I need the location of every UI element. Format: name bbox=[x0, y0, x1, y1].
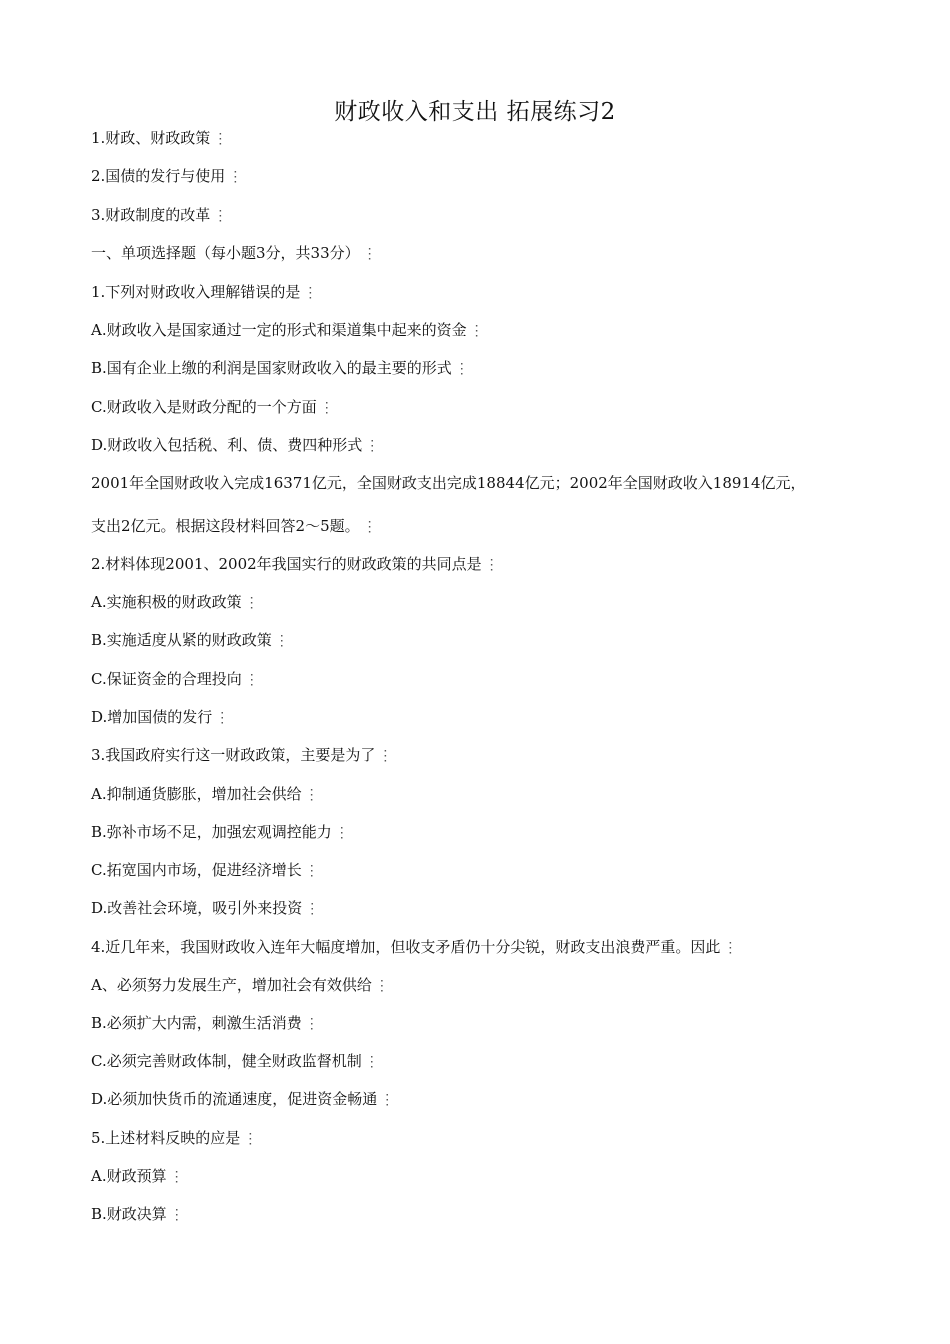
question-3: 3.我国政府实行这一财政政策，主要是为了 ⋮ bbox=[91, 746, 393, 764]
paragraph-mark: ⋮ bbox=[723, 940, 738, 956]
paragraph-mark: ⋮ bbox=[304, 787, 319, 803]
paragraph-mark: ⋮ bbox=[213, 208, 228, 224]
paragraph-mark: ⋮ bbox=[274, 633, 289, 649]
paragraph-mark: ⋮ bbox=[319, 400, 334, 416]
paragraph-mark: ⋮ bbox=[305, 901, 320, 917]
paragraph-mark: ⋮ bbox=[244, 672, 259, 688]
question-4: 4.近几年来，我国财政收入连年大幅度增加，但收支矛盾仍十分尖锐，财政支出浪费严重。因此 ⋮ bbox=[91, 938, 738, 956]
option-2d: D.增加国债的发行 ⋮ bbox=[91, 708, 230, 726]
material-text-line-2: 支出2亿元。根据这段材料回答2～5题。 ⋮ bbox=[91, 517, 377, 535]
option-5b: B.财政决算 ⋮ bbox=[91, 1205, 184, 1223]
paragraph-mark: ⋮ bbox=[169, 1207, 184, 1223]
paragraph-mark: ⋮ bbox=[484, 557, 499, 573]
paragraph-mark: ⋮ bbox=[304, 1016, 319, 1032]
paragraph-mark: ⋮ bbox=[362, 246, 377, 262]
option-4c: C.必须完善财政体制，健全财政监督机制 ⋮ bbox=[91, 1052, 379, 1070]
paragraph-mark: ⋮ bbox=[303, 285, 318, 301]
paragraph-mark: ⋮ bbox=[243, 1131, 258, 1147]
paragraph-mark: ⋮ bbox=[380, 1092, 395, 1108]
outline-item-1: 1.财政、财政政策 ⋮ bbox=[91, 129, 228, 147]
paragraph-mark: ⋮ bbox=[304, 863, 319, 879]
option-2b: B.实施适度从紧的财政政策 ⋮ bbox=[91, 631, 289, 649]
paragraph-mark: ⋮ bbox=[362, 519, 377, 535]
option-3d: D.改善社会环境，吸引外来投资 ⋮ bbox=[91, 899, 320, 917]
paragraph-mark: ⋮ bbox=[374, 978, 389, 994]
option-3b: B.弥补市场不足，加强宏观调控能力 ⋮ bbox=[91, 823, 349, 841]
outline-item-2: 2.国债的发行与使用 ⋮ bbox=[91, 167, 243, 185]
paragraph-mark: ⋮ bbox=[228, 169, 243, 185]
section-heading: 一、单项选择题（每小题3分，共33分） ⋮ bbox=[91, 244, 377, 262]
document-title: 财政收入和支出 拓展练习2 bbox=[334, 99, 616, 125]
option-4d: D.必须加快货币的流通速度，促进资金畅通 ⋮ bbox=[91, 1090, 395, 1108]
outline-item-3: 3.财政制度的改革 ⋮ bbox=[91, 206, 228, 224]
option-1c: C.财政收入是财政分配的一个方面 ⋮ bbox=[91, 398, 334, 416]
option-1a: A.财政收入是国家通过一定的形式和渠道集中起来的资金 ⋮ bbox=[91, 321, 484, 339]
paragraph-mark: ⋮ bbox=[454, 361, 469, 377]
paragraph-mark: ⋮ bbox=[244, 595, 259, 611]
option-4a: A、必须努力发展生产，增加社会有效供给 ⋮ bbox=[91, 976, 389, 994]
paragraph-mark: ⋮ bbox=[215, 710, 230, 726]
option-2c: C.保证资金的合理投向 ⋮ bbox=[91, 670, 259, 688]
paragraph-mark: ⋮ bbox=[365, 438, 380, 454]
option-3a: A.抑制通货膨胀，增加社会供给 ⋮ bbox=[91, 785, 319, 803]
paragraph-mark: ⋮ bbox=[364, 1054, 379, 1070]
question-2: 2.材料体现2001、2002年我国实行的财政政策的共同点是 ⋮ bbox=[91, 555, 499, 573]
question-1: 1.下列对财政收入理解错误的是 ⋮ bbox=[91, 283, 318, 301]
option-2a: A.实施积极的财政政策 ⋮ bbox=[91, 593, 259, 611]
paragraph-mark: ⋮ bbox=[334, 825, 349, 841]
question-5: 5.上述材料反映的应是 ⋮ bbox=[91, 1129, 258, 1147]
option-1b: B.国有企业上缴的利润是国家财政收入的最主要的形式 ⋮ bbox=[91, 359, 469, 377]
paragraph-mark: ⋮ bbox=[213, 131, 228, 147]
material-text-line-1: 2001年全国财政收入完成16371亿元，全国财政支出完成18844亿元；2002年全国财政收入18914亿元， bbox=[91, 474, 806, 492]
option-3c: C.拓宽国内市场，促进经济增长 ⋮ bbox=[91, 861, 319, 879]
option-1d: D.财政收入包括税、利、债、费四种形式 ⋮ bbox=[91, 436, 380, 454]
paragraph-mark: ⋮ bbox=[169, 1169, 184, 1185]
paragraph-mark: ⋮ bbox=[378, 748, 393, 764]
paragraph-mark: ⋮ bbox=[469, 323, 484, 339]
option-5a: A.财政预算 ⋮ bbox=[91, 1167, 184, 1185]
option-4b: B.必须扩大内需，刺激生活消费 ⋮ bbox=[91, 1014, 319, 1032]
